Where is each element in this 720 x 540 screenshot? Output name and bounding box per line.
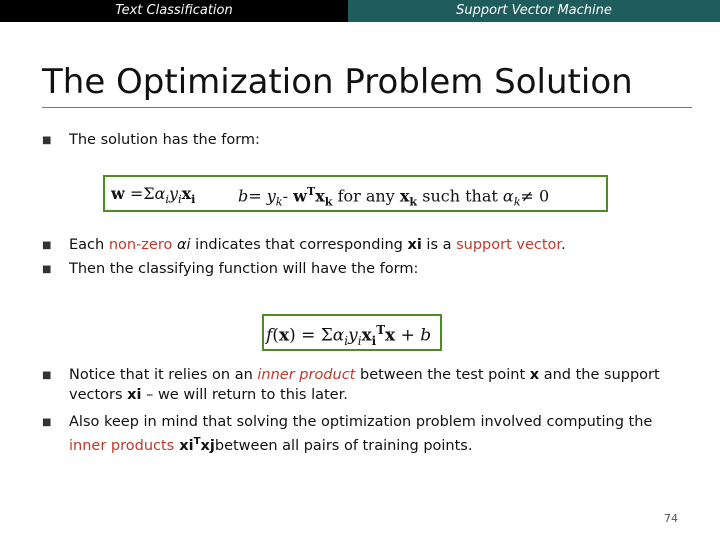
bullet-1: The solution has the form: <box>69 132 260 148</box>
formula-box-weights <box>103 175 608 212</box>
header-right-label: Support Vector Machine <box>348 0 720 22</box>
header-bar <box>0 0 720 22</box>
bullet-5: Also keep in mind that solving the optimization problem involved computing the inner products $xi^Txjbetween$ all pairs of training points. <box>69 414 653 454</box>
page-number: 74 <box>664 512 678 525</box>
slide-title: The Optimization Problem Solution <box>42 62 633 102</box>
bullet-square-icon: ■ <box>42 240 52 251</box>
bullet-3: Then the classifying function will have the form: <box>69 261 419 277</box>
header-left-label: Text Classification <box>0 0 348 22</box>
bullet-square-icon: ■ <box>42 135 52 146</box>
formula-f: $f(x) = \Sigma\alpha_iy_ix_i^Tx + b$ <box>266 323 432 349</box>
formula-b: $b= y_k-$ $w^Tx_k$ for any $x_k$ such that $\alpha_k\ne 0$ <box>238 184 550 209</box>
bullet-4: Notice that it relies on an inner product between the test point x and the support vectors xi – we will return to this later. <box>69 367 660 403</box>
bullet-2: Each non-zero αi indicates that corresponding xi is a support vector. <box>69 237 566 253</box>
bullet-square-icon: ■ <box>42 264 52 275</box>
formula-w: $w =\Sigma\alpha_iy_ix_i$ <box>111 184 196 207</box>
title-divider <box>42 107 692 108</box>
bullet-square-icon: ■ <box>42 417 52 428</box>
bullet-square-icon: ■ <box>42 370 52 381</box>
formula-box-classifier <box>262 314 442 351</box>
